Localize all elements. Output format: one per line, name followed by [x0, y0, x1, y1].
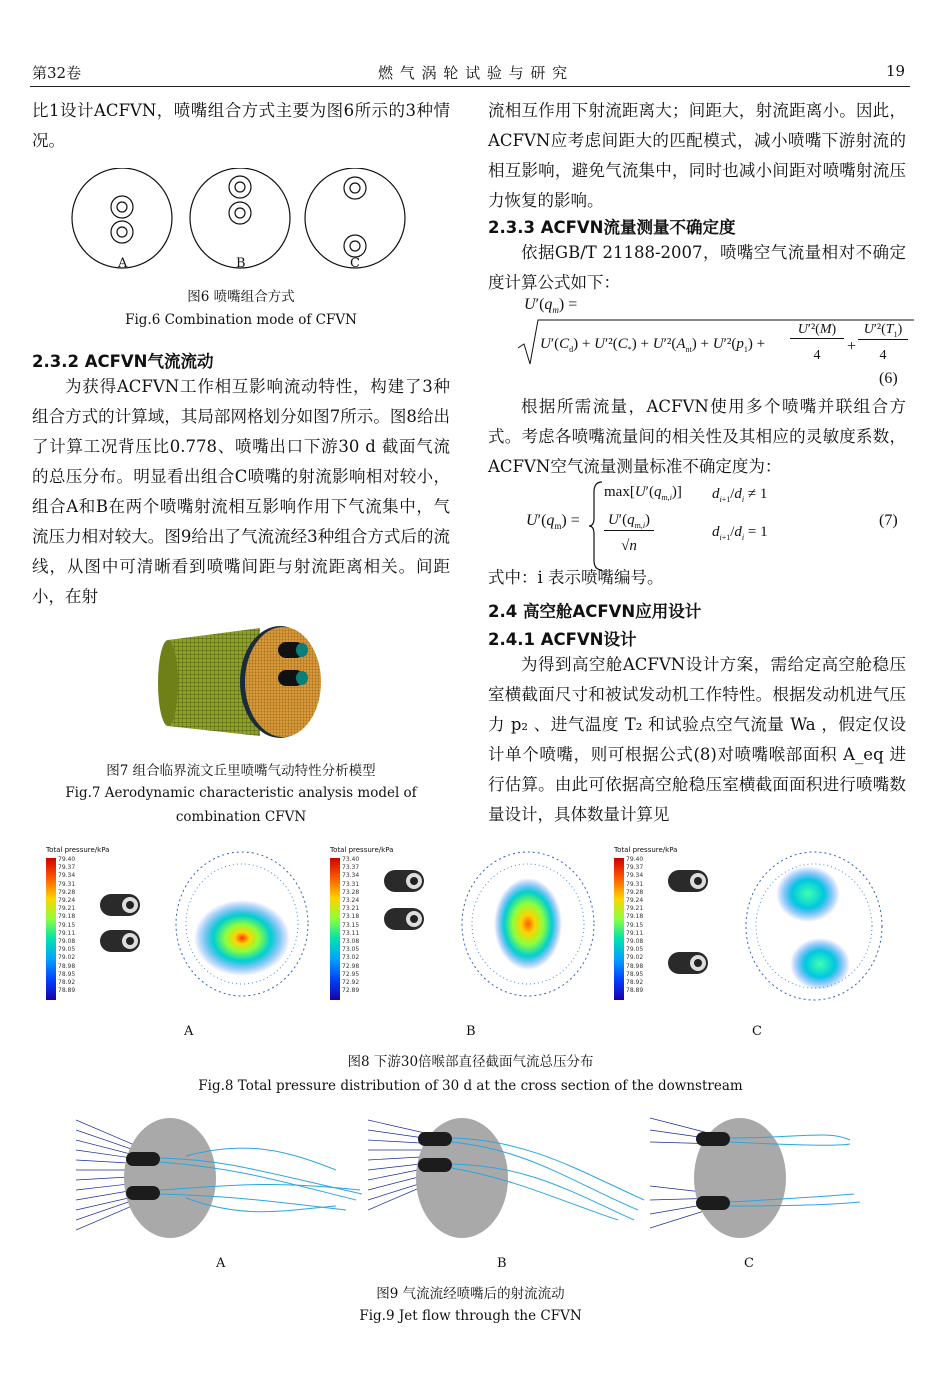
fig8-legend-tick: 73.02 [342, 954, 360, 962]
volume-label: 第32卷 [32, 64, 82, 82]
fig8-legend-tick: 73.40 [342, 856, 360, 863]
fig8-c-nozzles [664, 866, 714, 986]
fig8-legend-tick: 78.92 [58, 979, 76, 987]
section-2-4-1-heading: 2.4.1 ACFVN设计 [488, 630, 637, 649]
fig8-b-contour [456, 848, 600, 1000]
fig8-c-colorbar [614, 858, 624, 1000]
fig8-legend-tick: 73.21 [342, 905, 360, 913]
fig8-legend-tick: 79.02 [626, 954, 644, 962]
fig8-a-ticks [58, 856, 75, 995]
fig8-legend-tick: 79.21 [626, 905, 644, 913]
eq6-lhs: $U'(q_m)$ = [524, 296, 578, 316]
eq6-plus: + [847, 338, 857, 355]
fig8-legend-tick: 79.05 [58, 946, 76, 954]
fig8-legend-tick: 73.08 [342, 938, 360, 946]
right-paragraph-2: 依据GB/T 21188-2007，喷嘴空气流量相对不确定度计算公式如下： [488, 243, 906, 292]
fig8-legend-tick: 73.11 [342, 929, 360, 937]
fig9-a-streamlines [76, 1110, 366, 1250]
fig8-legend-tick: 79.08 [626, 938, 644, 946]
fig8-a-contour [172, 848, 312, 1000]
fig8-legend-tick: 73.24 [342, 897, 360, 905]
fig8-legend-tick: 79.37 [58, 864, 76, 872]
fig8-caption-cn: 图8 下游30倍喉部直径截面气流总压分布 [347, 1054, 594, 1070]
fig8-legend-tick: 73.15 [342, 921, 360, 929]
fig8-legend-tick: 79.02 [58, 954, 76, 962]
fig8-legend-tick: 78.92 [626, 979, 644, 987]
right-paragraph-5: 为得到高空舱ACFVN设计方案，需给定高空舱稳压室横截面尺寸和被试发动机工作特性。根据发动机进气压力 p₂ 、进气温度 T₂ 和试验点空气流量 Wa ，假定仅设计单个喷嘴，则可根据公式(8)对喷嘴喉部面积 A_eq 进行估算。由此可依据高空舱稳压室横截面面积进行喷嘴数量设计，具体数量计算见 [488, 655, 906, 824]
eq7-number: (7) [879, 512, 898, 529]
fig8-legend-tick: 73.18 [342, 913, 360, 921]
fig8-legend-tick: 79.21 [58, 905, 76, 913]
journal-title: 燃 气 涡 轮 试 验 与 研 究 [378, 64, 569, 82]
eq6-frac1-den: 4 [813, 348, 821, 363]
eq7-case2-den: √n [621, 538, 637, 554]
section-2-3-2-heading: 2.3.2 ACFVN气流流动 [32, 352, 214, 371]
fig8-b-legend-title: Total pressure/kPa [330, 846, 394, 854]
eq6-frac1-num: U′²(M) [790, 322, 844, 339]
eq7-cond2: $d_{i+1}/d_i = 1$ [712, 524, 768, 542]
fig8-legend-tick: 79.37 [626, 864, 644, 872]
fig6-label-a: A [118, 256, 128, 271]
fig8-label-a: A [184, 1024, 194, 1039]
fig8-legend-tick: 73.34 [342, 872, 360, 880]
fig9-label-b: B [497, 1256, 507, 1271]
fig8-legend-tick: 79.28 [58, 888, 76, 896]
fig8-label-c: C [752, 1024, 762, 1039]
fig9-caption-cn: 图9 气流流经喷嘴后的射流流动 [376, 1286, 565, 1302]
fig8-legend-tick: 73.05 [342, 946, 360, 954]
fig7-caption-cn: 图7 组合临界流文丘里喷嘴气动特性分析模型 [106, 763, 376, 779]
fig8-legend-tick: 78.89 [58, 987, 76, 995]
fig8-legend-tick: 78.98 [58, 962, 76, 970]
right-paragraph-1: 流相互作用下射流距离大；间距大，射流距离小。因此，ACFVN应考虑间距大的匹配模式，减小喷嘴下游射流的相互影响，避免气流集中，同时也减小间距对喷嘴射流压力恢复的影响。 [488, 101, 906, 210]
fig8-legend-tick: 79.15 [58, 921, 76, 929]
fig8-a-colorbar [46, 858, 56, 1000]
fig9-label-a: A [216, 1256, 226, 1271]
fig6-label-c: C [350, 256, 360, 271]
fig8-legend-tick: 73.31 [342, 880, 360, 888]
fig8-legend-tick: 79.40 [58, 856, 76, 863]
fig8-legend-tick: 79.24 [58, 897, 76, 905]
fig8-legend-tick: 79.31 [626, 880, 644, 888]
eq6-number: (6) [879, 370, 898, 387]
fig8-legend-tick: 79.18 [626, 913, 644, 921]
fig8-c-contour [742, 848, 886, 1004]
fig8-legend-tick: 78.95 [626, 970, 644, 978]
right-paragraph-3: 根据所需流量，ACFVN使用多个喷嘴并联组合方式。考虑各喷嘴流量间的相关性及其相应的灵敏度系数，ACFVN空气流量测量标准不确定度为： [488, 397, 906, 476]
fig8-a-legend-title: Total pressure/kPa [46, 846, 110, 854]
fig8-legend-tick: 72.95 [342, 970, 360, 978]
fig8-legend-tick: 79.34 [58, 872, 76, 880]
fig8-legend-tick: 79.31 [58, 880, 76, 888]
fig7-caption-en-line1: Fig.7 Aerodynamic characteristic analysis model of [65, 785, 417, 801]
eq7-lhs: $U'(q_m)$ = [526, 512, 580, 532]
fig9-label-c: C [744, 1256, 754, 1271]
fig9-c-streamlines [650, 1110, 920, 1250]
fig8-legend-tick: 79.24 [626, 897, 644, 905]
fig8-legend-tick: 78.95 [58, 970, 76, 978]
fig8-legend-tick: 79.05 [626, 946, 644, 954]
fig8-b-nozzles [380, 866, 430, 936]
fig8-a-nozzles [96, 888, 146, 958]
section-2-3-3-heading: 2.3.3 ACFVN流量测量不确定度 [488, 218, 736, 237]
fig6-caption-cn: 图6 喷嘴组合方式 [187, 289, 295, 305]
eq7-cond1: $d_{i+1}/d_i \ne 1$ [712, 486, 768, 504]
fig8-legend-tick: 79.08 [58, 938, 76, 946]
eq6-frac2-num: $U'^2(T_1)$ [858, 322, 908, 340]
fig8-legend-tick: 78.98 [626, 962, 644, 970]
section-2-4-heading: 2.4 高空舱ACFVN应用设计 [488, 602, 702, 621]
fig6-caption-en: Fig.6 Combination mode of CFVN [125, 312, 357, 328]
fig7-caption-en-line2: combination CFVN [175, 809, 307, 825]
fig9-caption-en: Fig.9 Jet flow through the CFVN [359, 1308, 582, 1324]
fig8-legend-tick: 79.15 [626, 921, 644, 929]
fig8-label-b: B [466, 1024, 476, 1039]
fig8-legend-tick: 79.40 [626, 856, 644, 863]
left-paragraph-2: 为获得ACFVN工作相互影响流动特性，构建了3种组合方式的计算域，其局部网格划分如图7所示。图8给出了计算工况背压比0.778、喷嘴出口下游30 d 截面气流的总压分布。明显看出组合C喷嘴的射流影响相对较小，组合A和B在两个喷嘴射流相互影响作用下气流集中，气流压力相对较大。图9给出了气流流经3种组合方式后的流线，从图中可清晰看到喷嘴间距与射流距离相关。间距小，在射 [32, 377, 450, 606]
eq7-case1: $\max[U'(q_{m,i})]$ [604, 484, 682, 502]
fig8-c-legend-title: Total pressure/kPa [614, 846, 678, 854]
eq6-frac2-den: 4 [879, 348, 887, 363]
fig8-legend-tick: 79.11 [58, 929, 76, 937]
fig8-legend-tick: 73.28 [342, 888, 360, 896]
fig9-b-streamlines [368, 1110, 648, 1250]
header-rule [30, 86, 910, 87]
fig8-legend-tick: 78.89 [626, 987, 644, 995]
fig8-legend-tick: 72.92 [342, 979, 360, 987]
fig8-legend-tick: 79.34 [626, 872, 644, 880]
fig8-b-colorbar [330, 858, 340, 1000]
fig8-c-ticks [626, 856, 643, 995]
fig8-legend-tick: 72.89 [342, 987, 360, 995]
eq6-body: $U'(C_d) + U'^2(C_*) + U'^2(A_{nt}) + U'^2(p_1)$ + [540, 336, 766, 354]
fig8-caption-en: Fig.8 Total pressure distribution of 30 d at the cross section of the downstream [198, 1078, 743, 1094]
eq7-brace [588, 480, 604, 572]
fig7-mesh-model [150, 618, 330, 750]
fig8-legend-tick: 79.18 [58, 913, 76, 921]
fig8-b-ticks [342, 856, 359, 995]
right-paragraph-4: 式中：i 表示喷嘴编号。 [488, 568, 664, 587]
eq7-case2-num: $U'(q_{m,i})$ [604, 512, 654, 531]
fig8-legend-tick: 72.98 [342, 962, 360, 970]
fig8-legend-tick: 79.11 [626, 929, 644, 937]
fig8-legend-tick: 73.37 [342, 864, 360, 872]
fig6-label-b: B [236, 256, 246, 271]
fig8-legend-tick: 79.28 [626, 888, 644, 896]
page-number: 19 [886, 62, 906, 80]
left-paragraph-1: 比1设计ACFVN，喷嘴组合方式主要为图6所示的3种情况。 [32, 101, 450, 150]
